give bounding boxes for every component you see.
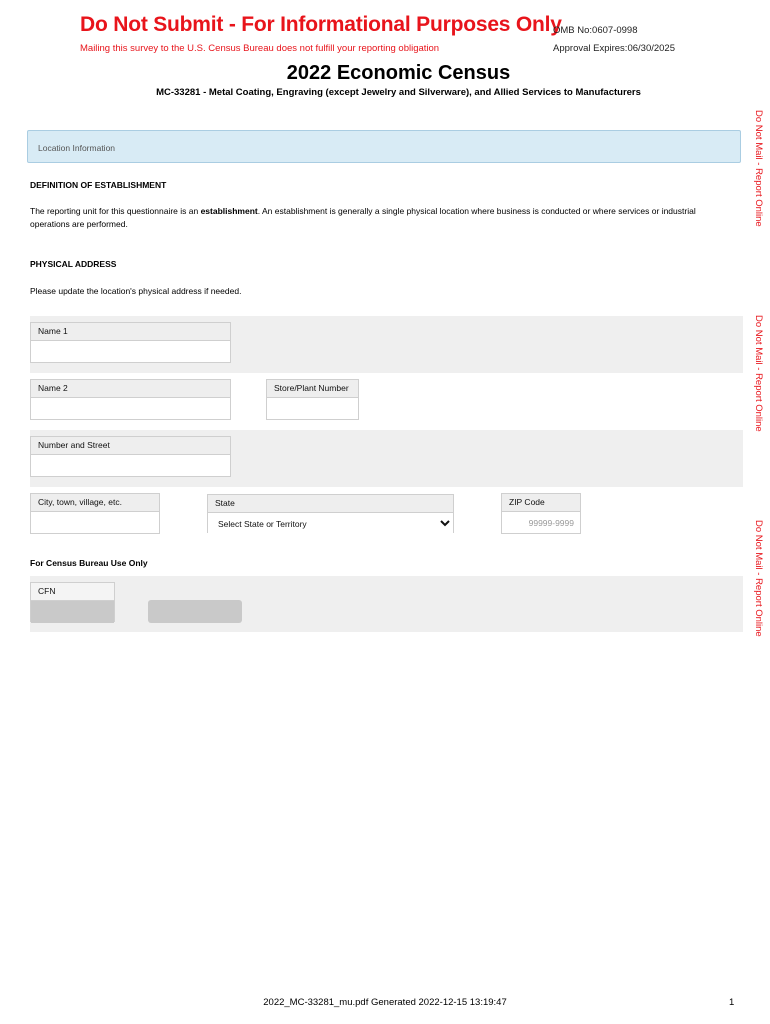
zip-label: ZIP Code <box>502 494 580 512</box>
side-notice-1: Do Not Mail - Report Online <box>753 110 764 227</box>
name2-label: Name 2 <box>31 380 230 398</box>
location-information-header[interactable] <box>27 130 741 163</box>
form-subtitle: MC-33281 - Metal Coating, Engraving (except Jewelry and Silverware), and Allied Services to Manufacturers <box>156 87 641 98</box>
street-label: Number and Street <box>31 437 230 455</box>
street-input[interactable] <box>31 455 230 476</box>
city-label: City, town, village, etc. <box>31 494 159 512</box>
definition-text-end: . An establishment is generally a single physical location where business is conducted or where services or industrial operations are performed. <box>30 206 696 229</box>
definition-text-bold: establishment <box>200 206 258 216</box>
state-select[interactable] <box>208 513 453 534</box>
state-field <box>207 494 454 533</box>
definition-heading: DEFINITION OF ESTABLISHMENT <box>30 180 167 190</box>
city-field <box>30 493 160 534</box>
approval-expires: Approval Expires:06/30/2025 <box>553 43 675 54</box>
definition-text <box>30 205 720 231</box>
name1-label: Name 1 <box>31 323 230 341</box>
city-input[interactable] <box>31 512 159 533</box>
census-use-heading: For Census Bureau Use Only <box>30 558 148 568</box>
cfn-label: CFN <box>31 583 114 601</box>
warning-subtitle: Mailing this survey to the U.S. Census Bureau does not fulfill your reporting obligation <box>80 43 440 54</box>
store-plant-field <box>266 379 359 420</box>
name1-field <box>30 322 231 363</box>
footer-filename: 2022_MC-33281_mu.pdf Generated 2022-12-15 13:19:47 <box>263 997 507 1008</box>
zip-input[interactable] <box>502 512 580 533</box>
zip-field <box>501 493 581 534</box>
side-notice-2: Do Not Mail - Report Online <box>753 315 764 432</box>
physical-address-instruction: Please update the location's physical address if needed. <box>30 286 242 296</box>
row-band-cfn <box>30 576 743 632</box>
page-title: 2022 Economic Census <box>286 62 511 84</box>
warning-title: Do Not Submit - For Informational Purposes Only <box>80 13 562 36</box>
street-field <box>30 436 231 477</box>
page-number: 1 <box>729 997 735 1008</box>
name2-input[interactable] <box>31 398 230 419</box>
physical-address-heading: PHYSICAL ADDRESS <box>30 259 117 269</box>
definition-text-start: The reporting unit for this questionnaire is an <box>30 206 201 216</box>
side-notice-3: Do Not Mail - Report Online <box>753 520 764 637</box>
cfn-value-box <box>31 601 114 623</box>
store-plant-label: Store/Plant Number <box>267 380 358 398</box>
omb-number: OMB No:0607-0998 <box>553 25 638 36</box>
location-information-label: Location Information <box>38 143 116 153</box>
name1-input[interactable] <box>31 341 230 362</box>
store-plant-input[interactable] <box>267 398 358 419</box>
cfn-secondary-box <box>148 600 242 623</box>
state-label: State <box>208 495 453 513</box>
cfn-field <box>30 582 115 622</box>
name2-field <box>30 379 231 420</box>
